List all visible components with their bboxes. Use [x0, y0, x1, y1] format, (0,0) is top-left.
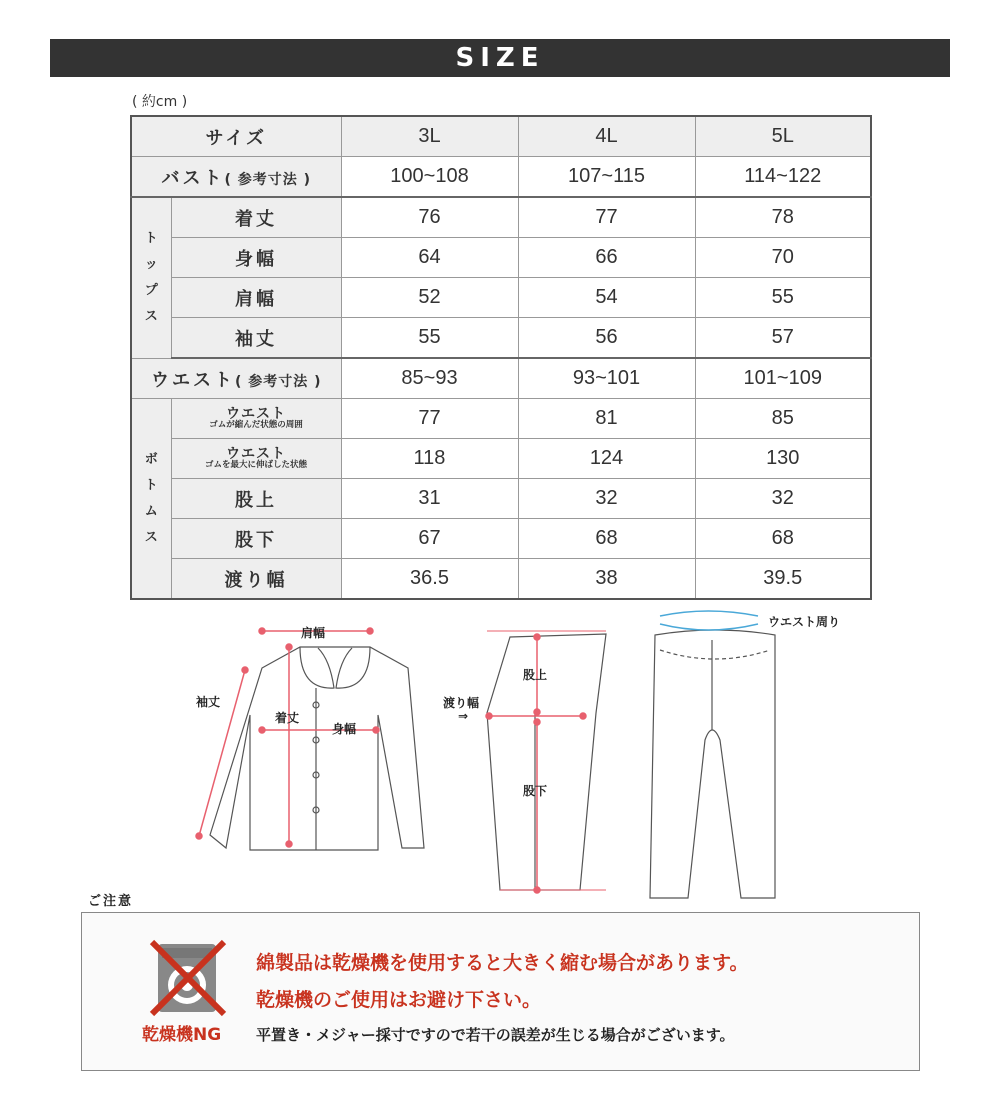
page-title: SIZE — [455, 43, 545, 73]
table-cell: 107~115 — [518, 157, 695, 198]
table-cell: 101~109 — [695, 358, 871, 399]
table-cell: 56 — [518, 318, 695, 359]
table-cell: 39.5 — [695, 559, 871, 600]
row-label-main: ウエスト — [226, 405, 286, 422]
row-label-main: ウエスト — [226, 445, 286, 462]
row-label-note: ゴムが縮んだ状態の周囲 — [209, 420, 303, 431]
garment-diagrams — [0, 600, 1000, 900]
table-cell: 85 — [695, 399, 871, 439]
bust-label-text: バスト — [161, 167, 225, 189]
table-cell: 78 — [695, 197, 871, 238]
table-row — [131, 519, 871, 559]
table-row — [131, 358, 871, 399]
table-cell: 64 — [341, 238, 518, 278]
table-row — [131, 278, 871, 318]
no-dryer-icon — [148, 938, 228, 1018]
table-cell: 130 — [695, 439, 871, 479]
caution-line-1: 綿製品は乾燥機を使用すると大きく縮む場合があります。 — [256, 952, 749, 974]
rise-label: 股上 — [523, 668, 548, 682]
table-row — [131, 479, 871, 519]
table-cell: 76 — [341, 197, 518, 238]
body-width-label: 身幅 — [332, 722, 357, 736]
size-col-4l: 4L — [518, 116, 695, 157]
row-label: 股下 — [171, 519, 341, 559]
row-label — [171, 399, 341, 439]
table-cell: 77 — [341, 399, 518, 439]
thigh-arrow: ⇒ — [458, 709, 469, 723]
unit-note: ( 約cm ) — [132, 94, 188, 110]
row-label-note: ゴムを最大に伸ばした状態 — [204, 460, 307, 471]
table-cell: 81 — [518, 399, 695, 439]
table-cell: 55 — [341, 318, 518, 359]
table-row — [131, 559, 871, 600]
shoulder-width-label: 肩幅 — [301, 626, 326, 640]
table-cell: 38 — [518, 559, 695, 600]
table-cell: 67 — [341, 519, 518, 559]
row-label: 肩幅 — [171, 278, 341, 318]
table-cell: 54 — [518, 278, 695, 318]
table-cell: 77 — [518, 197, 695, 238]
table-row — [131, 238, 871, 278]
table-cell: 57 — [695, 318, 871, 359]
table-cell: 32 — [518, 479, 695, 519]
shirt-outline — [210, 647, 424, 850]
thigh-width-label: 渡り幅 — [443, 696, 480, 710]
body-length-label: 着丈 — [275, 711, 300, 725]
size-header: サイズ — [131, 116, 341, 157]
table-cell: 118 — [341, 439, 518, 479]
inseam-label: 股下 — [523, 784, 548, 798]
table-row — [131, 197, 871, 238]
waist-label — [131, 358, 341, 399]
size-col-5l: 5L — [695, 116, 871, 157]
tops-label: ト ッ プ ス — [144, 230, 158, 324]
bottoms-group-label — [131, 399, 171, 600]
row-label: 股上 — [171, 479, 341, 519]
row-label: 渡り幅 — [171, 559, 341, 600]
caution-line-2: 乾燥機のご使用はお避け下さい。 — [256, 989, 542, 1011]
table-row — [131, 439, 871, 479]
table-cell: 114~122 — [695, 157, 871, 198]
size-col-3l: 3L — [341, 116, 518, 157]
tops-group-label — [131, 197, 171, 358]
table-cell: 68 — [695, 519, 871, 559]
table-cell: 52 — [341, 278, 518, 318]
table-cell: 32 — [695, 479, 871, 519]
caution-title: ご注意 — [88, 894, 134, 909]
size-banner — [50, 39, 950, 77]
table-cell: 66 — [518, 238, 695, 278]
table-cell: 124 — [518, 439, 695, 479]
waist-label-text: ウエスト — [150, 369, 235, 391]
waist-around-label: ウエスト周り — [768, 615, 841, 629]
waist-sub: ( 参考寸法 ) — [234, 373, 322, 390]
size-table — [130, 115, 872, 600]
table-cell: 68 — [518, 519, 695, 559]
row-label: 袖丈 — [171, 318, 341, 359]
table-cell: 31 — [341, 479, 518, 519]
table-cell: 93~101 — [518, 358, 695, 399]
table-cell: 100~108 — [341, 157, 518, 198]
ng-label: 乾燥機NG — [142, 1025, 222, 1045]
table-row — [131, 318, 871, 359]
bottoms-label: ボ ト ム ス — [144, 451, 158, 545]
table-row — [131, 116, 871, 157]
shirt-collar — [300, 647, 370, 688]
table-cell: 70 — [695, 238, 871, 278]
sleeve-length-label: 袖丈 — [196, 695, 221, 709]
bust-label — [131, 157, 341, 198]
row-label: 着丈 — [171, 197, 341, 238]
row-label — [171, 439, 341, 479]
caution-line-3: 平置き・メジャー採寸ですので若干の誤差が生じる場合がございます。 — [256, 1026, 735, 1044]
table-cell: 55 — [695, 278, 871, 318]
table-row — [131, 157, 871, 198]
table-cell: 85~93 — [341, 358, 518, 399]
bust-sub: ( 参考寸法 ) — [224, 171, 312, 188]
row-label: 身幅 — [171, 238, 341, 278]
table-row — [131, 399, 871, 439]
table-cell: 36.5 — [341, 559, 518, 600]
